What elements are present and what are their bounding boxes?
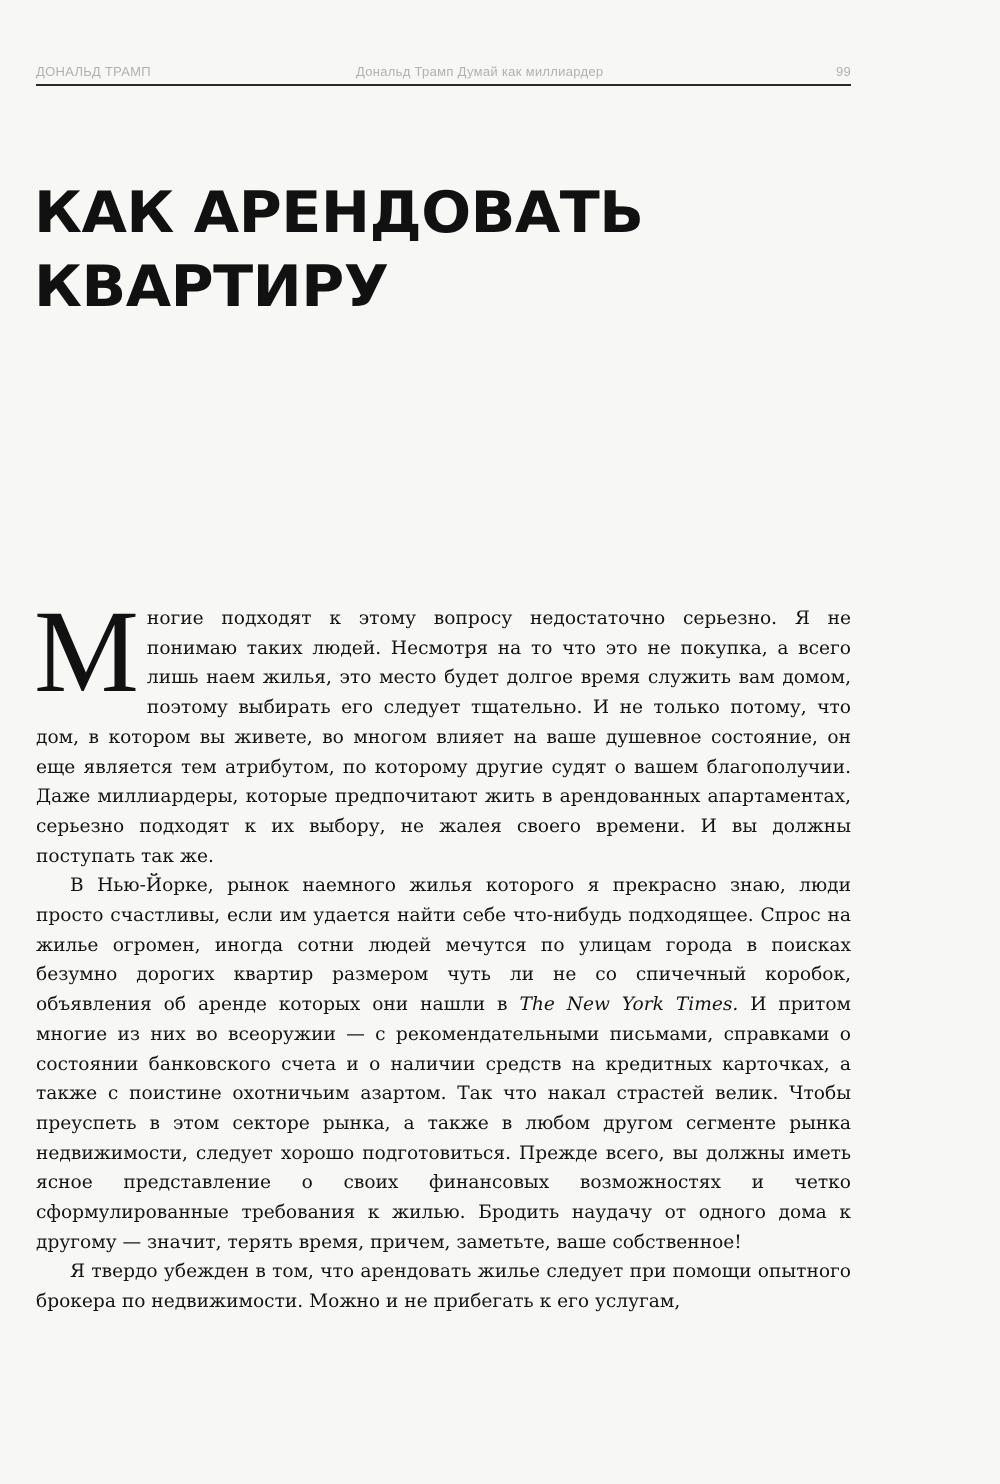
newspaper-title: The New York Times. xyxy=(519,994,739,1016)
body-text xyxy=(34,586,852,1317)
paragraph-3-text: Я твердо убежден в том, что арендовать жилье следует при помощи опытного брокера по недвижимости. Можно и не прибегать к его услугам, xyxy=(36,1261,851,1313)
chapter-title xyxy=(34,176,834,324)
running-head-left: ДОНАЛЬД ТРАМП xyxy=(36,64,151,79)
chapter-title-line-1: КАК АРЕНДОВАТЬ xyxy=(34,180,644,246)
page-number: 99 xyxy=(835,64,851,79)
paragraph-3 xyxy=(36,1257,851,1316)
running-head-center: Дональд Трамп Думай как миллиардер xyxy=(356,64,604,79)
chapter-title-line-2: КВАРТИРУ xyxy=(34,254,389,320)
paragraph-1 xyxy=(34,586,851,871)
paragraph-1-text: ногие подходят к этому вопросу недостаточно серьезно. Я не понимаю таких людей. Несмотря на то что это не покупка, а всего лишь наем жилья, это место будет долгое время служить вам домом, поэтому выбирать его следует тщательно. И не только потому, что дом, в котором вы живете, во многом влияет на ваше душевное состояние, он еще является тем атрибутом, по которому другие судят о вашем благополучии. Даже миллиардеры, которые предпочитают жить в арендованных апартаментах, серьезно подходят к их выбору, не жалея своего времени. И вы должны поступать так же. xyxy=(36,608,851,867)
paragraph-2 xyxy=(36,871,851,1257)
running-head xyxy=(36,60,851,86)
drop-cap: М xyxy=(34,586,139,717)
paragraph-2-text-start: В Нью-Йорке, рынок наемного жилья которого я прекрасно знаю, люди просто счастливы, если им удается найти себе что-нибудь подходящее. Спрос на жилье огромен, иногда сотни людей мечутся по улицам города в поисках безумно дорогих квартир размером чуть ли не со спичечный коробок, объявления об аренде которых они нашли в xyxy=(36,875,851,1016)
paragraph-2-text-end: И притом многие из них во всеоружии — с рекомендательными письмами, справками о состоянии банковского счета и о наличии средств на кредитных карточках, а также с поистине охотничьим азартом. Так что накал страстей велик. Чтобы преуспеть в этом секторе рынка, а также в любом другом сегменте рынка недвижимости, следует хорошо подготовиться. Прежде всего, вы должны иметь ясное представление о своих финансовых возможностях и четко сформулированные требования к жилью. Бродить наудачу от одного дома к другому — значит, терять время, причем, заметьте, ваше собственное! xyxy=(36,994,852,1253)
